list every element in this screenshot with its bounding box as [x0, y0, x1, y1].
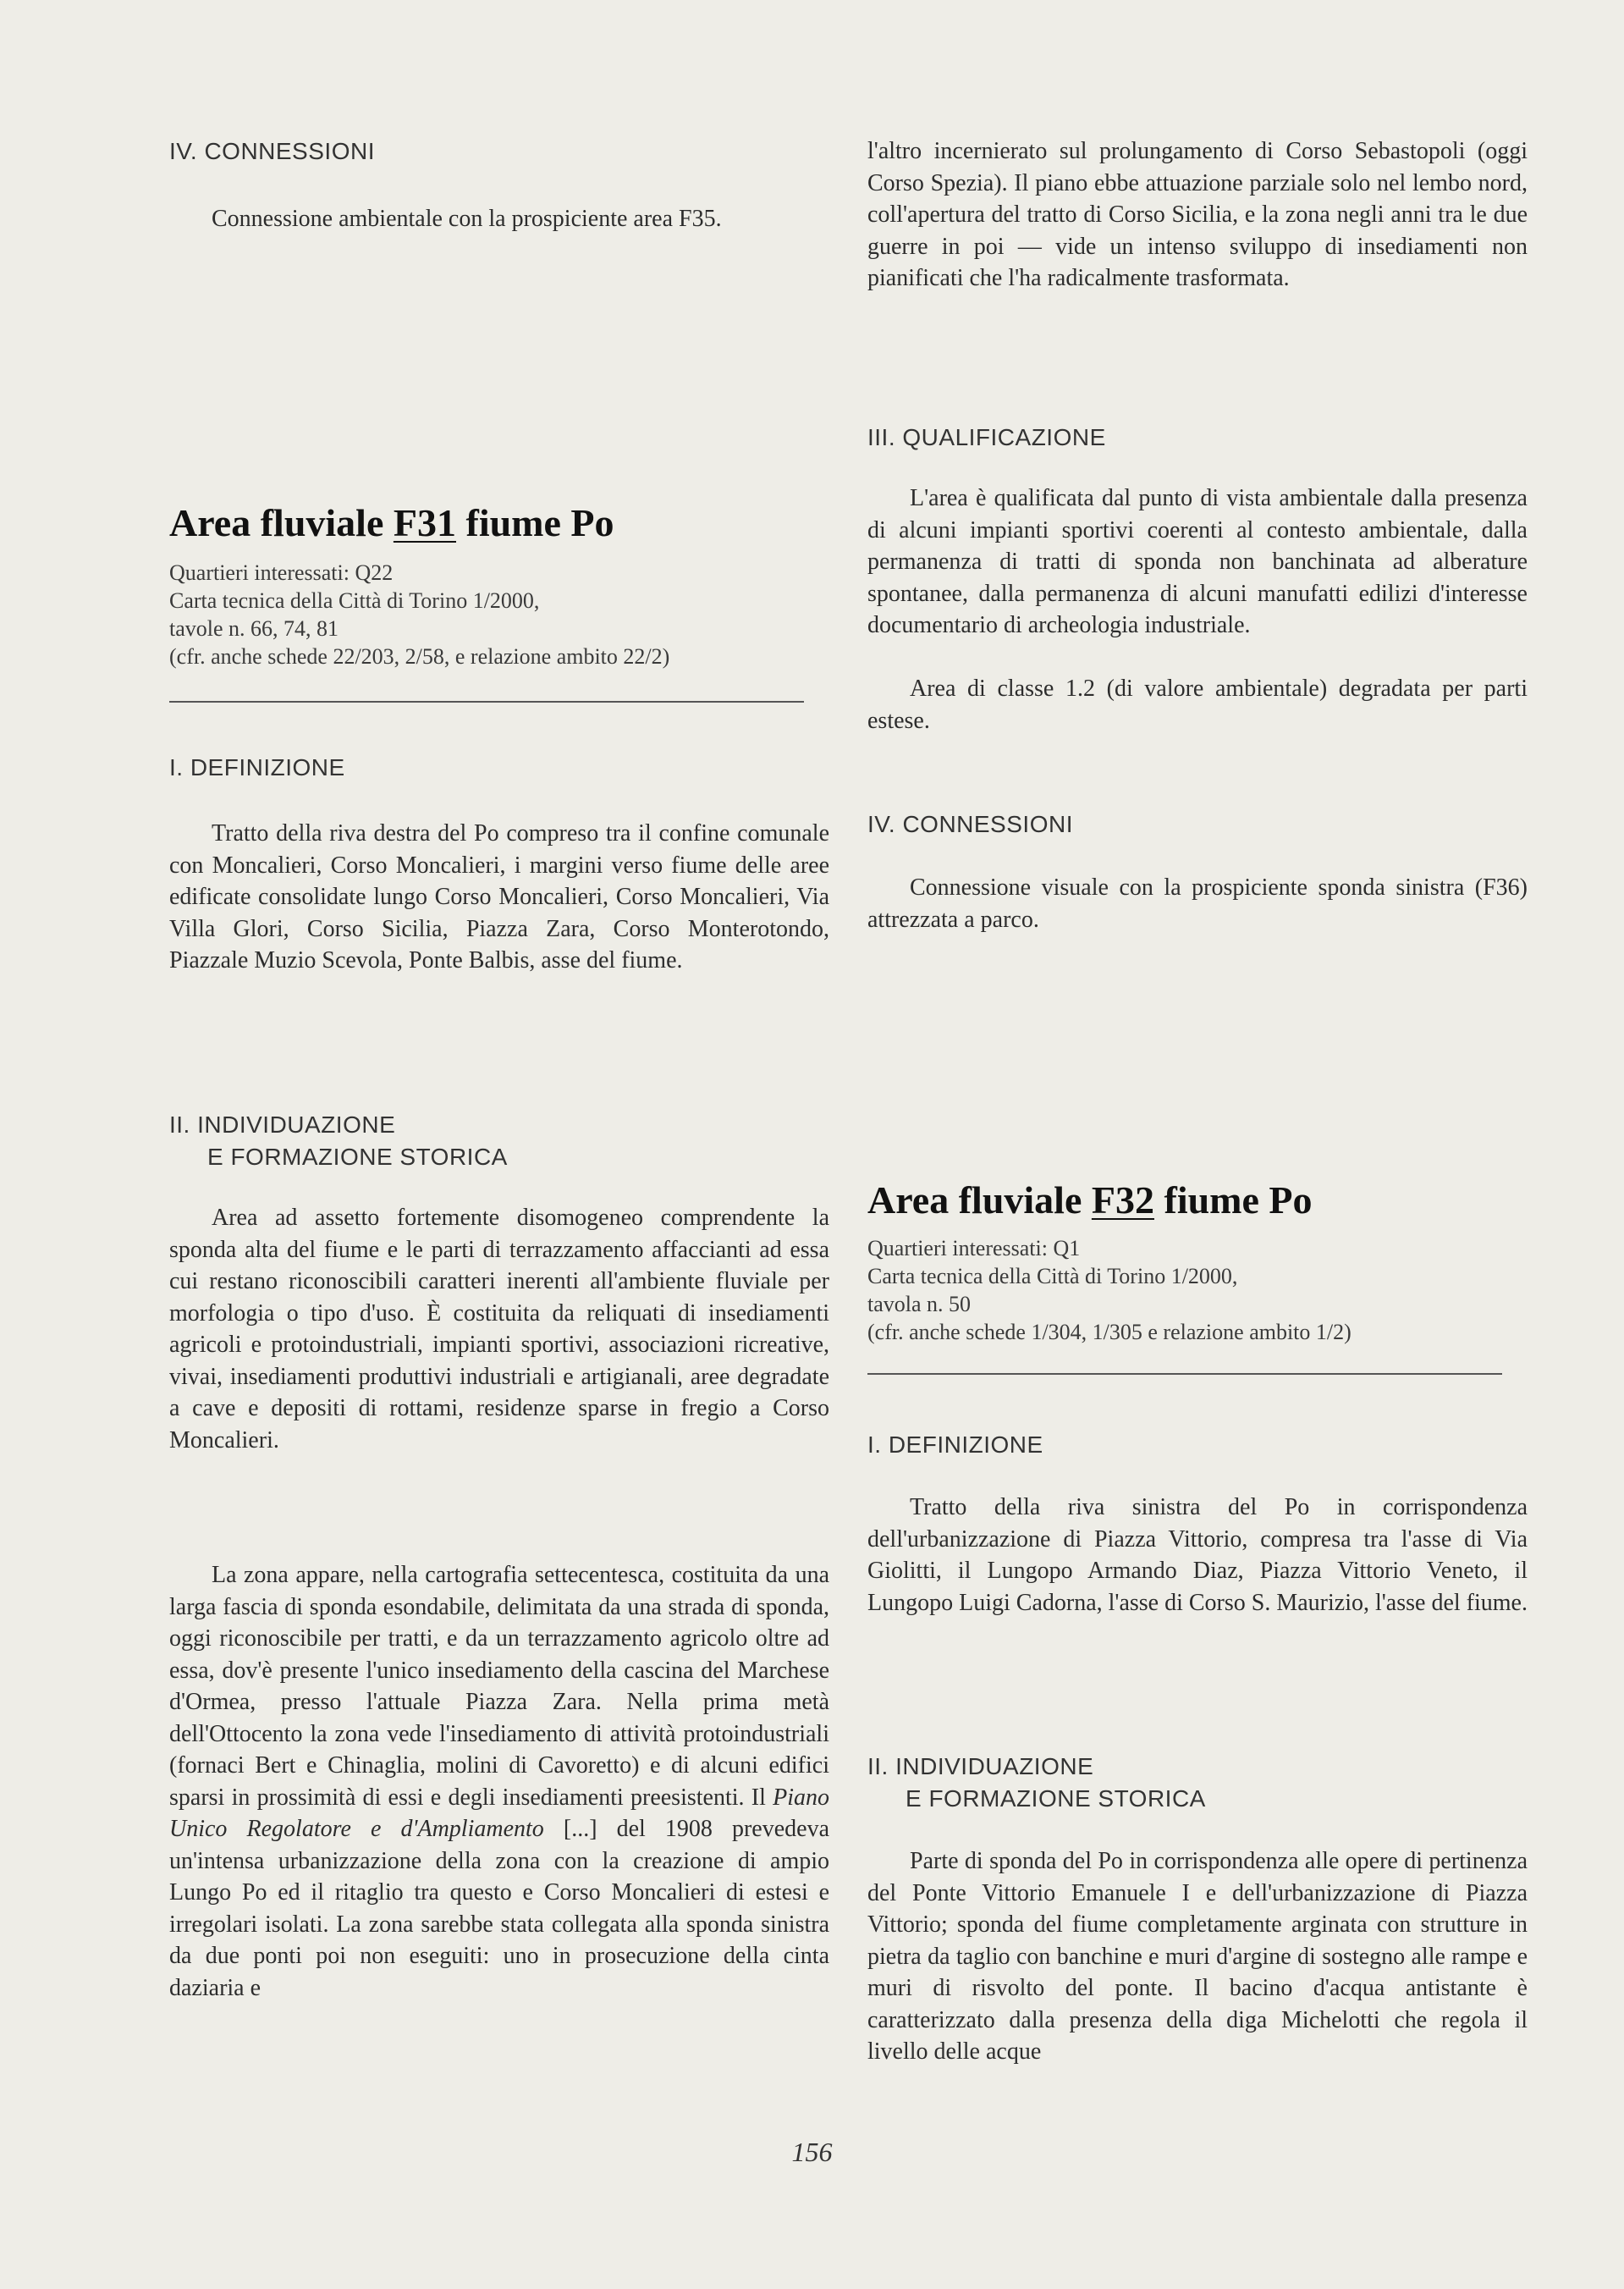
section-heading-definizione-2: I. DEFINIZIONE: [867, 1431, 1043, 1458]
heading-line-2: E FORMAZIONE STORICA: [207, 1144, 508, 1170]
divider-rule: [169, 701, 804, 703]
section-heading-connessioni: IV. CONNESSIONI: [169, 138, 375, 164]
area-meta-f31: [169, 559, 829, 670]
title-prefix: Area fluviale: [169, 501, 394, 544]
section-heading-connessioni-2: IV. CONNESSIONI: [867, 811, 1073, 837]
meta-carta: Carta tecnica della Città di Torino 1/2000,: [169, 588, 540, 613]
meta-cfr: (cfr. anche schede 22/203, 2/58, e relazione ambito 22/2): [169, 644, 670, 669]
title-suffix: fiume Po: [456, 501, 614, 544]
qualificazione-class-text: Area di classe 1.2 (di valore ambientale) degradata per parti estese.: [867, 676, 1528, 734]
meta-cfr: (cfr. anche schede 1/304, 1/305 e relazione ambito 1/2): [867, 1320, 1351, 1344]
individuazione-text-2: La zona appare, nella cartografia settecentesca, costituita da una larga fascia di sponda esondabile, delimitata da una strada di sponda, oggi riconoscibile per tratti, e da un terrazzamento agricolo oltre ad essa, dov'è presente l'unico insediamento della cascina del Marchese d'Ormea, presso l'attuale Piazza Zara. Nella prima metà dell'Ottocento la zona vede l'insediamento di attività protoindustriali (fornaci Bert e Chinaglia, molini di Cavoretto) e di alcuni edifici sparsi in prossimità di essi e degli insediamenti preesistenti. Il Piano Unico Regolatore e d'Ampliamento [...] del 1908 prevedeva un'intensa urbanizzazione della zona con la creazione di ampio Lungo Po ed il ritaglio tra questo e Corso Moncalieri di estesi e irregolari isolati. La zona sarebbe stata collegata alla sponda sinistra da due ponti poi non eseguiti: uno in prosecuzione della cinta daziaria e: [169, 1562, 830, 2001]
title-prefix: Area fluviale: [867, 1178, 1092, 1222]
section-heading-individuazione: [169, 1109, 829, 1173]
heading-line-1: II. INDIVIDUAZIONE: [169, 1111, 396, 1138]
section-heading-definizione: I. DEFINIZIONE: [169, 754, 345, 780]
section-heading-qualificazione: III. QUALIFICAZIONE: [867, 424, 1106, 450]
meta-tavole: tavola n. 50: [867, 1292, 972, 1316]
connessioni-text: Connessione ambientale con la prospiciente area F35.: [212, 206, 722, 232]
individuazione-text-1: Area ad assetto fortemente disomogeneo comprendente la sponda alta del fiume e le parti di terrazzamento affaccianti ad essa cui restano riconoscibili caratteri inerenti all'ambiente fluviale per morfologia o tipo d'uso. È costituita da reliquati di insediamenti agricoli e protoindustriali, impianti sportivi, associazioni ricreative, vivai, insediamenti produttivi industriali e artigianali, aree degradate a cave e depositi di rottami, residenze sparse in fregio a Corso Moncalieri.: [169, 1205, 829, 1453]
connessioni-text-2: Connessione visuale con la prospiciente sponda sinistra (F36) attrezzata a parco.: [867, 874, 1528, 933]
continued-text: l'altro incernierato sul prolungamento di Corso Sebastopoli (oggi Corso Spezia). Il piano ebbe attuazione parziale solo nel lembo nord, coll'apertura del tratto di Corso Sicilia, e la zona negli anni tra le due guerre in poi — vide un intenso sviluppo di insediamenti non pianificati che l'ha radicalmente trasformata.: [867, 138, 1528, 291]
heading-line-2: E FORMAZIONE STORICA: [906, 1785, 1206, 1812]
area-meta-f32: [867, 1234, 1528, 1346]
individuazione-text-3: Parte di sponda del Po in corrispondenza alle opere di pertinenza del Ponte Vittorio Emanuele I e dell'urbanizzazione di Piazza Vittorio; sponda del fiume completamente arginata con strutture in pietra da taglio con banchine e muri d'argine di sostegno alle rampe e muri di risvolto del ponte. Il bacino d'acqua antistante è caratterizzato dalla presenza della diga Michelotti che regola il livello delle acque: [867, 1848, 1528, 2065]
divider-rule: [867, 1373, 1502, 1375]
definizione-text: Tratto della riva destra del Po compreso tra il confine comunale con Moncalieri, Corso Moncalieri, i margini verso fiume delle aree edificate consolidate lungo Corso Moncalieri, Corso Moncalieri, Via Villa Glori, Corso Sicilia, Piazza Zara, Corso Monterotondo, Piazzale Muzio Scevola, Ponte Balbis, asse del fiume.: [169, 820, 829, 974]
meta-carta: Carta tecnica della Città di Torino 1/2000,: [867, 1264, 1238, 1288]
definizione-text-2: Tratto della riva sinistra del Po in corrispondenza dell'urbanizzazione di Piazza Vittorio, compresa tra l'asse di Via Giolitti, il Lungopo Armando Diaz, Piazza Vittorio Veneto, il Lungopo Luigi Cadorna, l'asse di Corso S. Maurizio, l'asse del fiume.: [867, 1494, 1528, 1616]
section-heading-individuazione-2: [867, 1751, 1528, 1815]
area-code-f32: F32: [1091, 1178, 1154, 1222]
page-number: 156: [791, 2137, 833, 2167]
qualificazione-text: L'area è qualificata dal punto di vista ambientale dalla presenza di alcuni impianti sportivi coerenti al contesto ambientale, dalla permanenza di tratti di sponda non banchinata ad alberature spontanee, dalla permanenza di alcuni manufatti edilizi d'interesse documentario di archeologia industriale.: [867, 485, 1528, 638]
meta-quartieri: Quartieri interessati: Q1: [867, 1236, 1081, 1260]
title-suffix: fiume Po: [1154, 1178, 1313, 1222]
heading-line-1: II. INDIVIDUAZIONE: [867, 1753, 1094, 1779]
area-title-f31: [169, 498, 829, 549]
area-title-f32: [867, 1175, 1528, 1226]
meta-tavole: tavole n. 66, 74, 81: [169, 616, 339, 641]
plan-title: Piano Unico Regolatore e d'Ampliamento: [169, 1784, 829, 1842]
meta-quartieri: Quartieri interessati: Q22: [169, 560, 394, 585]
area-code-f31: F31: [393, 501, 456, 544]
